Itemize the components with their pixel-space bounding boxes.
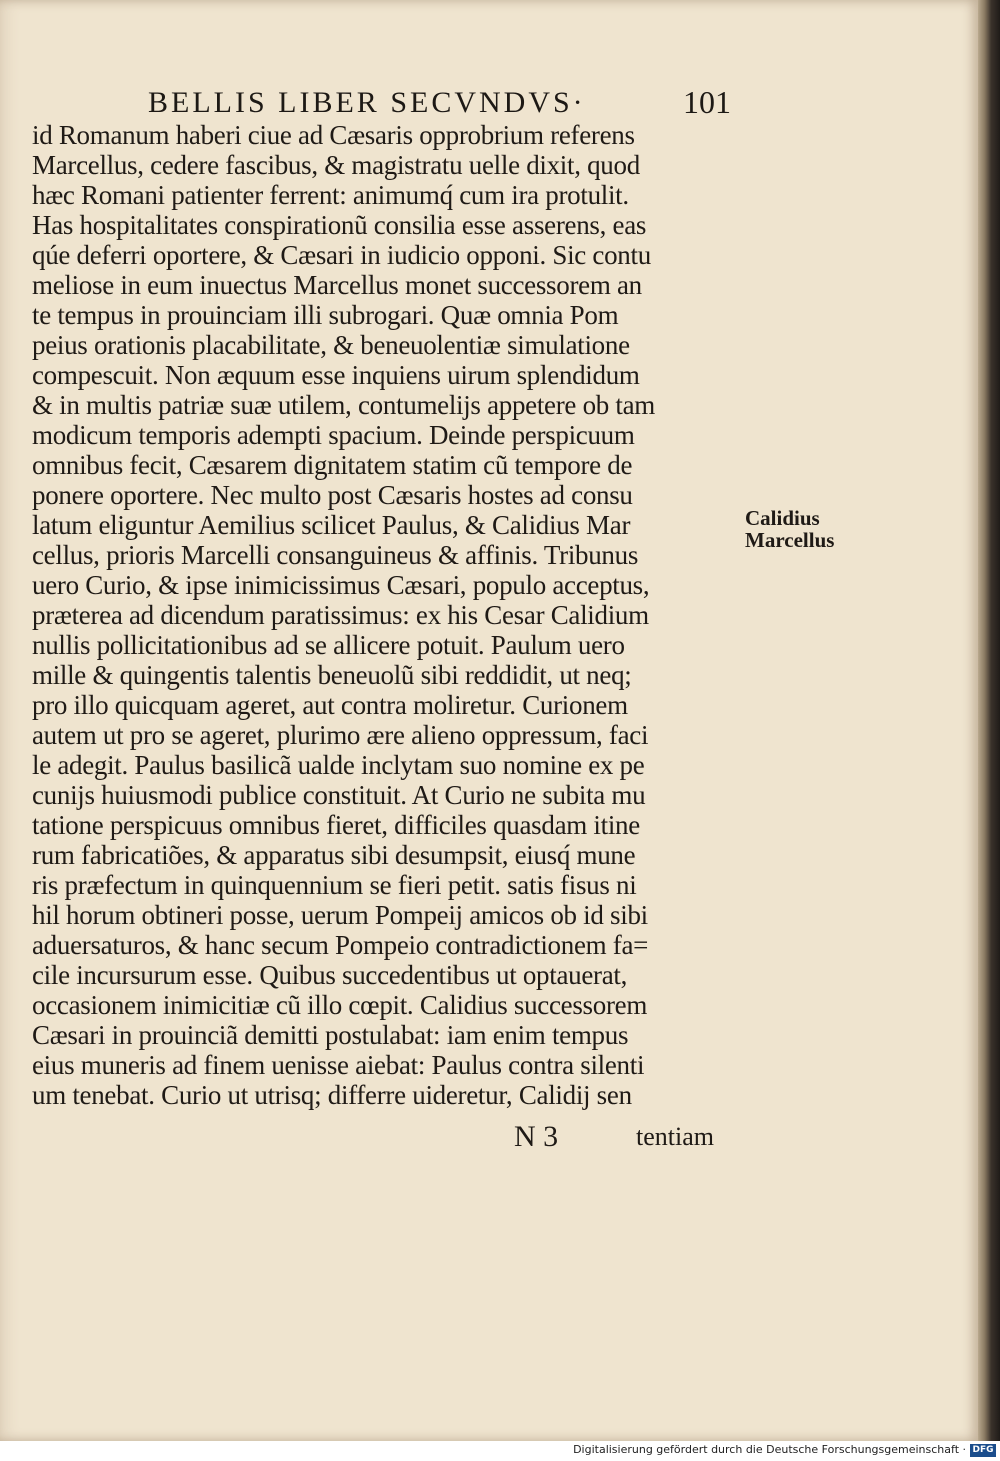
page-gutter-edge xyxy=(978,0,1000,1441)
running-head-title: BELLIS LIBER SECVNDVS· xyxy=(148,86,586,119)
text-line: le adegit. Paulus basilicã ualde inclytam suo nomine ex pe xyxy=(32,750,645,780)
text-line: occasionem inimicitiæ cũ illo cœpit. Calidius successorem xyxy=(32,990,648,1020)
text-line: præterea ad dicendum paratissimus: ex his Cesar Calidium xyxy=(32,600,649,630)
text-line: te tempus in prouinciam illi subrogari. Quæ omnia Pom xyxy=(32,300,619,330)
text-line: peius orationis placabilitate, & beneuolentiæ simulatione xyxy=(32,330,630,360)
text-line: Cæsari in prouinciã demitti postulabat: iam enim tempus xyxy=(32,1020,629,1050)
page-number: 101 xyxy=(683,84,731,120)
text-line: eius muneris ad finem uenisse aiebat: Paulus contra silenti xyxy=(32,1050,645,1080)
text-line: id Romanum haberi ciue ad Cæsaris opprobrium referens xyxy=(32,120,635,150)
marginal-note xyxy=(745,507,855,551)
text-line: tatione perspicuus omnibus fieret, difficiles quasdam itine xyxy=(32,810,640,840)
footer-credit: Digitalisierung gefördert durch die Deutsche Forschungsgemeinschaft · xyxy=(573,1443,966,1456)
text-line: modicum temporis adempti spacium. Deinde perspicuum xyxy=(32,420,635,450)
dfg-logo-icon: DFG xyxy=(970,1444,996,1457)
catchword: tentiam xyxy=(636,1122,714,1151)
text-line: mille & quingentis talentis beneuolũ sibi reddidit, ut neq; xyxy=(32,660,632,690)
body-text xyxy=(32,120,742,1110)
marginal-note-line: Marcellus xyxy=(745,528,835,552)
signature-mark: N 3 xyxy=(514,1120,559,1153)
text-line: rum fabricatiões, & apparatus sibi desumpsit, eiusq́ mune xyxy=(32,840,636,870)
text-line: nullis pollicitationibus ad se allicere potuit. Paulum uero xyxy=(32,630,625,660)
text-line: uero Curio, & ipse inimicissimus Cæsari, populo acceptus, xyxy=(32,570,650,600)
text-line: meliose in eum inuectus Marcellus monet successorem an xyxy=(32,270,642,300)
text-line: compescuit. Non æquum esse inquiens uirum splendidum xyxy=(32,360,640,390)
text-line: ris præfectum in quinquennium se fieri petit. satis fisus ni xyxy=(32,870,637,900)
text-line: omnibus fecit, Cæsarem dignitatem statim cũ tempore de xyxy=(32,450,633,480)
marginal-note-line: Calidius xyxy=(745,506,820,530)
text-line: cellus, prioris Marcelli consanguineus & affinis. Tribunus xyxy=(32,540,639,570)
text-line: aduersaturos, & hanc secum Pompeio contradictionem fa= xyxy=(32,930,649,960)
text-line: Marcellus, cedere fascibus, & magistratu uelle dixit, quod xyxy=(32,150,640,180)
page-foot xyxy=(0,1120,978,1160)
text-line: hæc Romani patienter ferrent: animumq́ cum ira protulit. xyxy=(32,180,629,210)
text-line: cile incursurum esse. Quibus succedentibus ut optauerat, xyxy=(32,960,628,990)
text-line: latum eliguntur Aemilius scilicet Paulus, & Calidius Mar xyxy=(32,510,631,540)
text-line: hil horum obtineri posse, uerum Pompeij amicos ob id sibi xyxy=(32,900,648,930)
text-line: & in multis patriæ suæ utilem, contumelijs appetere ob tam xyxy=(32,390,656,420)
text-line: um tenebat. Curio ut utrisq; differre uideretur, Calidij sen xyxy=(32,1080,632,1110)
text-line: pro illo quicquam ageret, aut contra moliretur. Curionem xyxy=(32,690,628,720)
digitization-footer xyxy=(0,1441,1000,1461)
text-line: qúe deferri oportere, & Cæsari in iudicio opponi. Sic contu xyxy=(32,240,651,270)
text-line: ponere oportere. Nec multo post Cæsaris hostes ad consu xyxy=(32,480,633,510)
text-line: cunijs huiusmodi publice constituit. At Curio ne subita mu xyxy=(32,780,646,810)
text-line: Has hospitalitates conspirationũ consilia esse asserens, eas xyxy=(32,210,647,240)
text-line: autem ut pro se ageret, plurimo ære alieno oppressum, faci xyxy=(32,720,649,750)
